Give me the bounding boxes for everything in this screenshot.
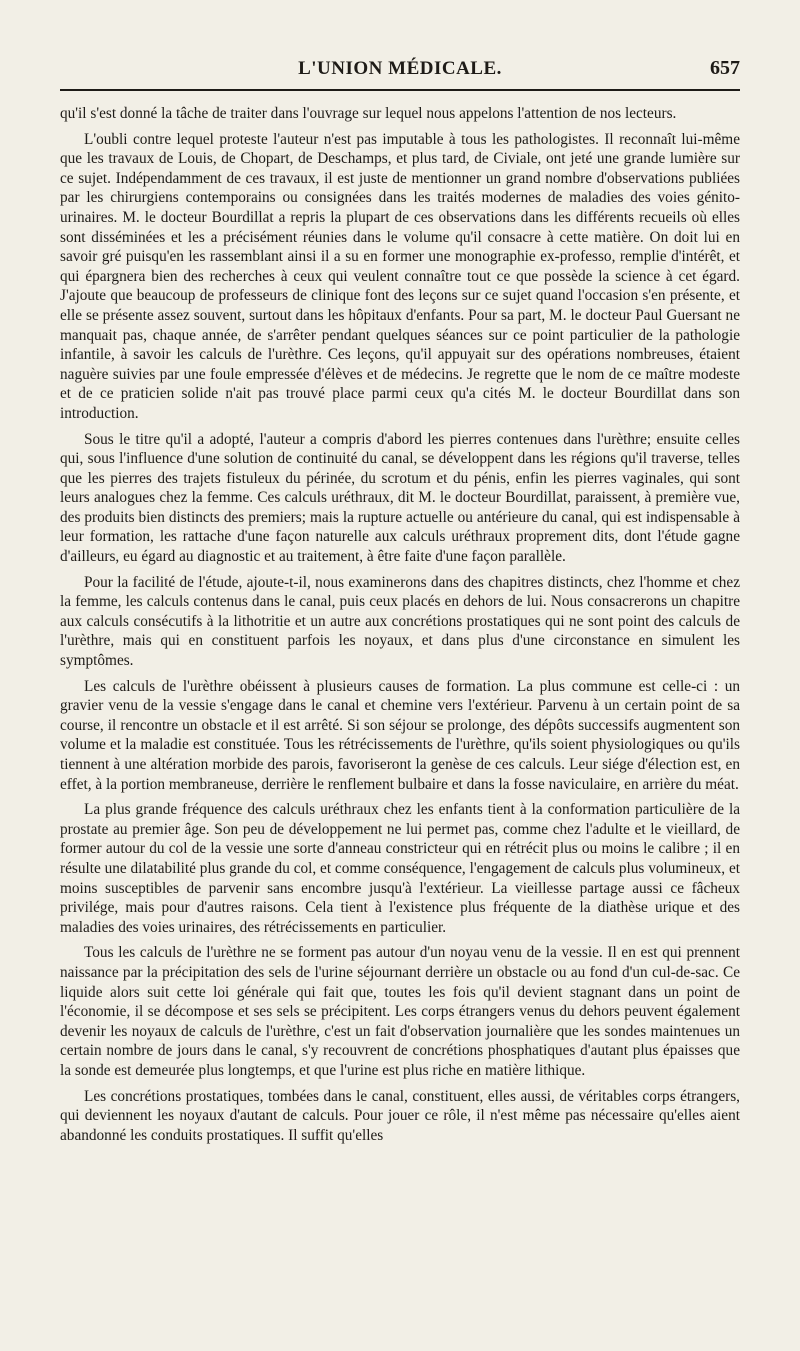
paragraph-4: Pour la facilité de l'étude, ajoute-t-il, nous examinerons dans des chapitres distincts, chez l'homme et chez la femme, les calculs contenus dans le canal, puis ceux placés en dehors de lui. Nous consacrerons un chapitre aux calculs consécutifs à la lithotritie et un autre aux concrétions prostatiques qui ne sont point des calculs de l'urèthre, mais qui en constituent parfois les noyaux, et dans plus d'une circonstance en simulent les symptômes.	[60, 573, 740, 670]
article-body	[60, 104, 740, 1151]
paragraph-2: L'oubli contre lequel proteste l'auteur n'est pas imputable à tous les pathologistes. Il reconnaît lui-même que les travaux de Louis, de Chopart, de Deschamps, et plus tard, de Civiale, ont jeté une grande lumière sur ce sujet. Indépendamment de ces travaux, il est juste de mentionner un grand nombre d'observations publiées par les chirurgiens contemporains ou consignées dans les traités modernes de maladies des voies génito-urinaires. M. le docteur Bourdillat a repris la plupart de ces observations dans les différents recueils où elles sont disséminées et les a précisément réunies dans le volume qu'il consacre à cette matière. On doit lui en savoir gré puisqu'en les rassemblant ainsi il a su en former une monographie ex-professo, remplie d'intérêt, et qui épargnera bien des recherches à ceux qui veulent connaître tout ce que possède la science à cet égard. J'ajoute que beaucoup de professeurs de clinique font des leçons sur ce sujet quand l'occasion s'en présente, et elle se présente assez souvent, surtout dans les hôpitaux d'enfants. Pour sa part, M. le docteur Paul Guersant ne manquait pas, chaque année, de s'arrêter pendant quelques séances sur ce point particulier de la pathologie infantile, à savoir les calculs de l'urèthre. Ces leçons, qu'il appuyait sur des opérations nombreuses, étaient naguère suivies par une foule empressée d'élèves et de médecins. Je regrette que le nom de ce maître modeste et de ce praticien solide n'ait pas trouvé place parmi ceux qu'a cités M. le docteur Bourdillat dans son introduction.	[60, 130, 740, 422]
journal-title: L'UNION MÉDICALE.	[298, 58, 502, 79]
paragraph-8: Les concrétions prostatiques, tombées dans le canal, constituent, elles aussi, de véritables corps étrangers, qui deviennent les noyaux d'autant de calculs. Pour jouer ce rôle, il n'est même pas nécessaire qu'elles aient abandonné les conduits prostatiques. Il suffit qu'elles	[60, 1087, 740, 1144]
paragraph-3: Sous le titre qu'il a adopté, l'auteur a compris d'abord les pierres contenues dans l'urèthre; ensuite celles qui, sous l'influence d'une solution de continuité du canal, se développent dans les régions qu'il traverse, telles que les pierres des trajets fistuleux du périnée, du scrotum et du pénis, enfin les pierres vaginales, qui sont leurs analogues chez la femme. Ces calculs uréthraux, dit M. le docteur Bourdillat, paraissent, à première vue, des produits bien distincts des premiers; mais la rupture actuelle ou antérieure du canal, qui est indispensable à leur formation, les rattache d'une façon naturelle aux calculs uréthraux proprement dits, dont l'étude gagne d'ailleurs, eu égard au diagnostic et au traitement, à être faite d'une façon parallèle.	[60, 430, 740, 566]
paragraph-1: qu'il s'est donné la tâche de traiter dans l'ouvrage sur lequel nous appelons l'attention de nos lecteurs.	[60, 105, 677, 122]
paragraph-7: Tous les calculs de l'urèthre ne se forment pas autour d'un noyau venu de la vessie. Il en est qui prennent naissance par la précipitation des sels de l'urine séjournant derrière un obstacle ou au fond d'un cul-de-sac. Ce liquide alors suit cette loi générale qui fait que, toutes les fois qu'il devient stagnant dans un point de l'économie, il se décompose et ses sels se précipitent. Les corps étrangers venus du dehors peuvent également devenir les noyaux de calculs de l'urèthre, c'est un fait d'observation journalière que les sondes maintenues un certain nombre de jours dans le canal, s'y recouvrent de concrétions phosphatiques d'autant plus épaisses que la sonde est demeurée plus longtemps, et que l'urine est plus riche en matière lithique.	[60, 944, 740, 1079]
paragraph-6: La plus grande fréquence des calculs uréthraux chez les enfants tient à la conformation particulière de la prostate au premier âge. Son peu de développement ne lui permet pas, comme chez l'adulte et le vieillard, de former autour du col de la vessie une sorte d'anneau constricteur qui en rétrécit plus ou moins le calibre ; il en résulte une dilatabilité plus grande du col, et comme conséquence, l'engagement de calculs plus volumineux, et moins susceptibles de parvenir sans encombre jusqu'à l'extérieur. La vieillesse partage aussi ce fâcheux privilége, mais pour d'autres raisons. Cela tient à l'existence plus fréquente de la diathèse urique et des maladies des voies urinaires, des rétrécissements en particulier.	[60, 801, 740, 936]
paragraph-5: Les calculs de l'urèthre obéissent à plusieurs causes de formation. La plus commune est celle-ci : un gravier venu de la vessie s'engage dans le canal et chemine vers l'extérieur. Parvenu à un certain point de sa course, il rencontre un obstacle et il est arrêté. Si son séjour se prolonge, des dépôts successifs augmentent son volume et la maladie est constituée. Tous les rétrécissements de l'urèthre, qu'ils soient physiologiques ou qu'ils tiennent à une altération morbide des parois, favoriseront la genèse de ces calculs. Leur siége d'élection est, en effet, à la portion membraneuse, derrière le renflement bulbaire et dans la fosse naviculaire, en arrière du méat.	[60, 677, 740, 793]
page-number: 657	[710, 57, 740, 79]
header-rule	[60, 89, 740, 91]
journal-page	[60, 40, 740, 1340]
running-header	[60, 40, 740, 84]
